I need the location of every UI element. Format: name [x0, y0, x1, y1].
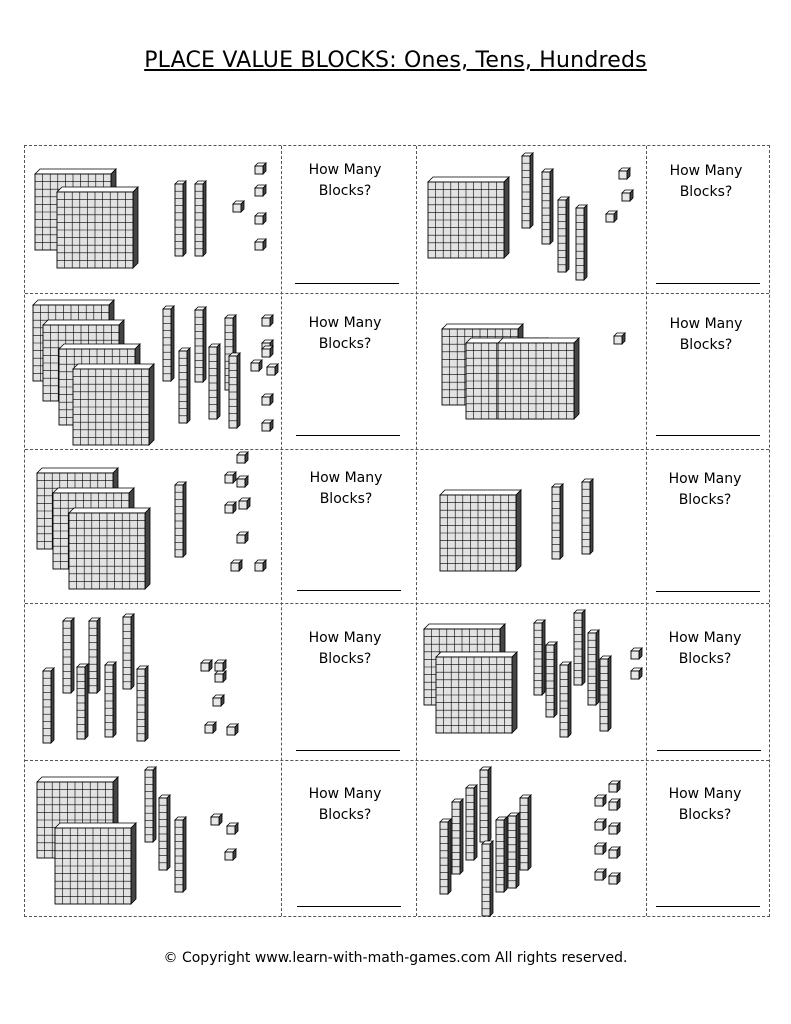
tens-rod — [552, 484, 563, 559]
worksheet-title: PLACE VALUE BLOCKS: Ones, Tens, Hundreds — [144, 48, 647, 73]
blocks-problem-3 — [25, 293, 280, 448]
blocks-problem-7 — [25, 603, 280, 759]
tens-rod — [440, 819, 451, 894]
ones-cube — [255, 185, 266, 196]
ones-cube — [619, 168, 630, 179]
tens-rod — [576, 205, 587, 280]
answer-line[interactable] — [296, 435, 400, 436]
ones-cube — [225, 502, 236, 513]
hundreds-flat — [57, 187, 138, 268]
tens-rod — [175, 817, 186, 892]
ones-cube — [211, 814, 222, 825]
prompt-line: How Many — [668, 471, 742, 487]
ones-cube — [595, 819, 606, 830]
tens-rod — [77, 664, 88, 739]
blocks-problem-5 — [25, 449, 280, 602]
tens-rod — [542, 169, 553, 244]
prompt-line: How Many — [308, 162, 382, 178]
ones-cube — [239, 498, 250, 509]
ones-cube — [201, 660, 212, 671]
question-prompt — [285, 628, 405, 670]
tens-rod — [179, 348, 190, 423]
ones-cube — [631, 648, 642, 659]
prompt-line: Blocks? — [679, 337, 733, 353]
copyright-footer: © Copyright www.learn-with-math-games.com All rights reserved. — [163, 950, 628, 966]
ones-cube — [233, 201, 244, 212]
answer-line[interactable] — [657, 750, 761, 751]
ones-cube — [215, 671, 226, 682]
prompt-line: How Many — [308, 786, 382, 802]
prompt-line: How Many — [669, 163, 743, 179]
question-prompt — [645, 784, 765, 826]
ones-cube — [213, 695, 224, 706]
hundreds-flat — [73, 364, 154, 445]
blocks-problem-6 — [416, 449, 645, 602]
tens-rod — [105, 662, 116, 737]
tens-rod — [466, 785, 477, 860]
prompt-line: Blocks? — [318, 807, 372, 823]
ones-cube — [609, 873, 620, 884]
tens-rod — [159, 795, 170, 870]
tens-rod — [89, 618, 100, 693]
hundreds-flat — [440, 490, 521, 571]
ones-cube — [609, 781, 620, 792]
tens-rod — [209, 344, 220, 419]
prompt-line: How Many — [669, 316, 743, 332]
ones-cube — [231, 560, 242, 571]
answer-line[interactable] — [656, 591, 760, 592]
ones-cube — [255, 213, 266, 224]
prompt-line: Blocks? — [318, 651, 372, 667]
prompt-line: Blocks? — [319, 491, 373, 507]
ones-cube — [205, 722, 216, 733]
question-prompt — [645, 628, 765, 670]
hundreds-flat — [55, 823, 136, 904]
tens-rod — [163, 306, 174, 381]
tens-rod — [229, 353, 240, 428]
question-prompt — [285, 784, 405, 826]
tens-rod — [496, 817, 507, 892]
tens-rod — [137, 666, 148, 741]
tens-rod — [522, 153, 533, 228]
answer-line[interactable] — [295, 283, 399, 284]
ones-cube — [262, 315, 273, 326]
ones-cube — [262, 346, 273, 357]
prompt-line: How Many — [309, 470, 383, 486]
question-prompt — [285, 313, 405, 355]
tens-rod — [582, 479, 593, 554]
tens-rod — [560, 662, 571, 737]
tens-rod — [43, 668, 54, 743]
prompt-line: Blocks? — [318, 336, 372, 352]
ones-cube — [614, 333, 625, 344]
tens-rod — [63, 618, 74, 693]
blocks-problem-10 — [416, 760, 645, 916]
ones-cube — [595, 795, 606, 806]
ones-cube — [237, 476, 248, 487]
prompt-line: How Many — [308, 315, 382, 331]
question-prompt — [645, 469, 765, 511]
hundreds-flat — [498, 338, 579, 419]
ones-cube — [631, 668, 642, 679]
ones-cube — [262, 420, 273, 431]
ones-cube — [595, 843, 606, 854]
ones-cube — [225, 849, 236, 860]
prompt-line: Blocks? — [678, 651, 732, 667]
blocks-problem-4 — [416, 293, 645, 448]
prompt-line: How Many — [668, 786, 742, 802]
question-prompt — [285, 160, 405, 202]
hundreds-flat — [69, 508, 150, 589]
ones-cube — [255, 163, 266, 174]
prompt-line: Blocks? — [318, 183, 372, 199]
question-prompt — [646, 161, 766, 203]
tens-rod — [546, 642, 557, 717]
tens-rod — [574, 610, 585, 685]
ones-cube — [606, 211, 617, 222]
answer-line[interactable] — [656, 283, 760, 284]
tens-rod — [195, 181, 206, 256]
ones-cube — [251, 360, 262, 371]
blocks-problem-2 — [416, 146, 645, 292]
tens-rod — [508, 813, 519, 888]
tens-rod — [600, 656, 611, 731]
prompt-line: Blocks? — [678, 492, 732, 508]
tens-rod — [534, 620, 545, 695]
ones-cube — [267, 364, 278, 375]
answer-line[interactable] — [656, 906, 760, 907]
blocks-problem-9 — [25, 760, 280, 916]
answer-line[interactable] — [297, 590, 401, 591]
question-prompt — [646, 314, 766, 356]
prompt-line: Blocks? — [679, 184, 733, 200]
hundreds-flat — [428, 177, 509, 258]
ones-cube — [255, 239, 266, 250]
answer-line[interactable] — [296, 750, 400, 751]
blocks-problem-8 — [416, 603, 645, 759]
ones-cube — [595, 869, 606, 880]
tens-rod — [482, 841, 493, 916]
answer-line[interactable] — [297, 906, 401, 907]
tens-rod — [452, 799, 463, 874]
ones-cube — [262, 394, 273, 405]
ones-cube — [622, 190, 633, 201]
ones-cube — [609, 799, 620, 810]
question-prompt — [286, 468, 406, 510]
tens-rod — [588, 630, 599, 705]
tens-rod — [195, 307, 206, 382]
blocks-problem-1 — [25, 146, 280, 292]
answer-line[interactable] — [656, 435, 760, 436]
prompt-line: How Many — [308, 630, 382, 646]
tens-rod — [480, 767, 491, 842]
ones-cube — [225, 472, 236, 483]
ones-cube — [237, 532, 248, 543]
ones-cube — [227, 823, 238, 834]
tens-rod — [175, 482, 186, 557]
ones-cube — [237, 452, 248, 463]
tens-rod — [520, 795, 531, 870]
tens-rod — [145, 767, 156, 842]
prompt-line: How Many — [668, 630, 742, 646]
ones-cube — [255, 560, 266, 571]
tens-rod — [123, 614, 134, 689]
column-divider — [281, 146, 282, 916]
hundreds-flat — [436, 652, 517, 733]
tens-rod — [175, 181, 186, 256]
ones-cube — [609, 847, 620, 858]
ones-cube — [227, 724, 238, 735]
ones-cube — [609, 823, 620, 834]
prompt-line: Blocks? — [678, 807, 732, 823]
ones-cube — [215, 660, 226, 671]
tens-rod — [558, 197, 569, 272]
